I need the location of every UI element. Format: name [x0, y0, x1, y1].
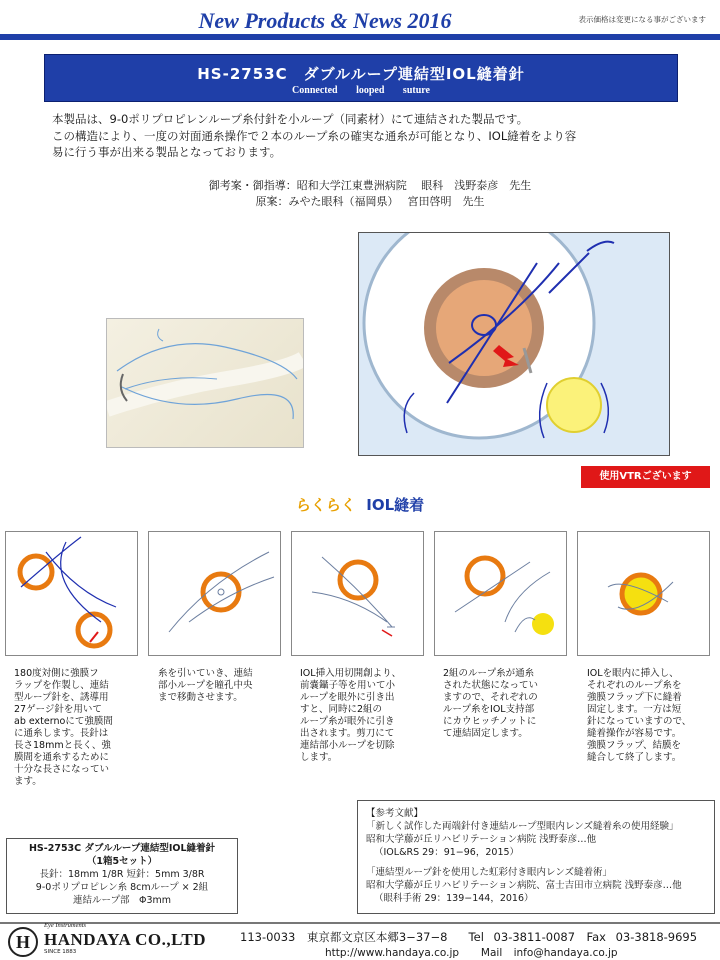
spec-pack: （1箱5セット）: [86, 856, 158, 867]
intro-line: この構造により、一度の対面通糸操作で２本のループ糸の確実な通糸が可能となり、IOL縫着をより容: [52, 128, 577, 143]
logo-tagline: Eye Instruments: [44, 922, 87, 929]
step-4-text: 2組のループ糸が通糸 された状態になってい ますので、それぞれの ループ糸をIOL支持部 にカウヒッチノットに て連結固定します。: [443, 668, 539, 739]
credit-line: 御考案・御指導：昭和大学江東豊洲病院 眼科 浅野泰彦 先生: [208, 179, 532, 192]
company-web[interactable]: http://www.handaya.co.jp Mail info@handaya.co.jp: [325, 947, 618, 959]
header-rule: [0, 34, 720, 40]
product-banner: [44, 54, 678, 102]
spec-needles: 長針：18mm 1/8R 短針：5mm 3/8R: [39, 869, 205, 880]
step-1-figure: [5, 531, 138, 656]
intro-line: 本製品は、9-0ポリプロピレンループ糸付針を小ループ（同素材）にて連結された製品です。: [52, 112, 529, 126]
page-header-title: New Products & News 2016: [198, 8, 452, 33]
step-1-text: 180度対側に強膜フ ラップを作製し、連結 型ループ針を、誘導用 27ゲージ針を用いて ab externoにて強膜間 に通糸します。長針は 長さ18mmと長く、強 膜間を通糸するために 十分な長さになってい ます。: [14, 668, 113, 787]
spec-box: [6, 838, 238, 914]
spec-title: HS-2753C ダブルループ連結型IOL縫着針: [28, 843, 216, 854]
step-5-text: IOLを眼内に挿入し、 それぞれのループ糸を 強膜フラップ下に縫着 固定します。一方は短 針になっていますので、 縫着操作が容易です。 強膜フラップ、結膜を 縫合して終了します。: [587, 668, 692, 763]
footer-rule: [0, 922, 720, 924]
company-logo-icon: H: [8, 927, 38, 957]
step-2-figure: [148, 531, 281, 656]
step-3-figure: [291, 531, 424, 656]
company-name: HANDAYA CO.,LTD: [44, 930, 206, 949]
logo-since: SINCE 1883: [44, 949, 77, 955]
references-heading: 【参考文献】: [366, 808, 424, 819]
step-5-figure: [577, 531, 710, 656]
product-subtitle: Connected looped suture: [292, 85, 430, 96]
intro-text: [52, 111, 672, 161]
easy-part2: IOL縫着: [366, 496, 425, 514]
credit-line: 原案：みやた眼科（福岡県） 宮田啓明 先生: [255, 194, 485, 208]
step-2-text: 糸を引いていき、連結 部小ループを瞳孔中央 まで移動させます。: [158, 668, 253, 703]
easy-part1: らくらく: [295, 496, 356, 514]
price-note: 表示価格は変更になる事がございます: [578, 15, 706, 24]
product-title: HS-2753C ダブルループ連結型IOL縫着針: [197, 65, 525, 83]
spec-thread: 9-0ポリプロピレン糸 8cmループ × 2組: [35, 882, 209, 893]
references-box: 【参考文献】 「新しく試作した両端針付き連結ループ型眼内レンズ縫着糸の使用経験」 昭和大学藤が丘リハビリテーション病院 浅野泰彦…他 （IOL&RS 29：91−96，2015） 「連結型ループ針を使用した虹彩付き眼内レンズ縫着術」 昭和大学藤が丘リハビリテーション病院、富士吉田市立病院 浅野泰彦…他 （眼科手術 29：139−144，2016）: [357, 800, 715, 914]
vtr-badge[interactable]: 使用VTRございます: [581, 466, 710, 488]
credits: [110, 178, 630, 209]
step-4-figure: [434, 531, 567, 656]
company-address: 113-0033 東京都文京区本郷3−37−8 Tel 03-3811-0087 Fax 03-3818-9695: [240, 930, 698, 944]
step-3-text: IOL挿入用切開創より、 前嚢鑷子等を用いて小 ループを眼外に引き出 すと、同時に2組の ループ糸が眼外に引き 出されます。剪刀にて 連結部小ループを切除 します。: [300, 668, 402, 763]
spec-connector: 連結ループ部 Φ3mm: [72, 895, 172, 906]
eye-diagram: [358, 232, 670, 456]
intro-line: 易に行う事が出来る製品となっております。: [52, 145, 282, 159]
product-photo: [106, 318, 304, 448]
easy-heading: [250, 494, 470, 515]
